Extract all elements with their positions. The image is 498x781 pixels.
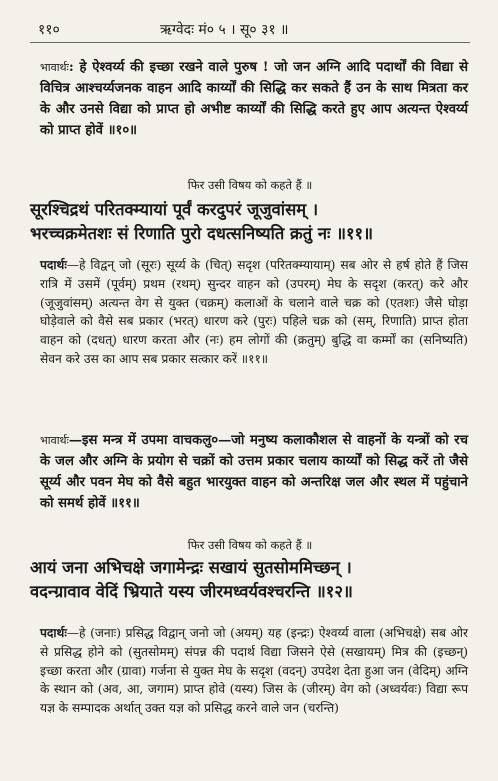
padarth-text: —हे विद्वन् जो (सूरः) सूर्य्य के (चित्) सदृश (परितक्म्यायाम्) सब ओर से हर्ष होते हैं जिस रात्रि में उसमें (पूर्वम्) प्रथम (रथम्) सुन्दर वाहन को (उपरम्) मेघ के सदृश (करत्) करे और (जूजुवांसम्) अत्यन्त वेग से युक्त (चक्रम्) कलाओं के चलाने वाले चक्र को (एतशः) जैसे घोड़ा घोड़ेवाले को वैसे सब प्रकार (भरत्) धारण करे (पुरः) पहिले चक्र को (सम्, रिणाति) प्राप्त होता वाहन को (दधत्) धारण करता और (नः) हम लोगों की (क्रतुम्) बुद्धि वा कर्म्मों का (सनिष्यति) सेवन करे उस का आप सब प्रकार सत्कार करें ॥११॥ xyxy=(40,258,468,366)
intro-text: फिर उसी विषय को कहते हैं ॥ xyxy=(187,538,313,552)
bhavarth-label: भावार्थः xyxy=(40,434,69,447)
mantra-12 xyxy=(30,556,475,604)
mantra-line: आयं जना अभिचक्षे जगामेन्द्रः सखायं सुतसोममिच्छन् । xyxy=(30,558,352,577)
padarth-label: पदार्थः xyxy=(40,258,67,272)
mantra-11 xyxy=(30,198,475,246)
mantra-line: सूरश्चिद्रथं परितक्म्यायां पूर्वं करदुपरं जूजुवांसम् । xyxy=(30,200,319,219)
padarth-12 xyxy=(40,624,468,718)
bhavarth-label: भावार्थः xyxy=(40,61,69,74)
padarth-11 xyxy=(40,256,468,369)
bhavarth-text: हे ऐश्वर्य्य की इच्छा रखने वाले पुरुष ! जो जन अग्नि आदि पदार्थों की विद्या से विचित्र आश्चर्य्यजनक वाहन आदि कार्य्यों की सिद्धि कर सकते हैं उन के साथ मित्रता कर के और उनसे विद्या को प्राप्त हो अभीष्ट कार्य्यों की सिद्धि करते हुए आप अत्यन्त ऐश्वर्य्य को प्राप्त होवें ॥१०॥ xyxy=(40,60,468,138)
padarth-label: पदार्थः xyxy=(40,626,67,640)
mantra-line: वदन्ग्रावाव वेदिं भ्रियाते यस्य जीरमध्वर्यवश्चरन्ति ॥१२॥ xyxy=(30,582,353,601)
bhavarth-text: —इस मन्त्र में उपमा वाचकलु०—जो मनुष्य कलाकौशल से वाहनों के यन्त्रों को रच के जल और अग्नि के प्रयोग से चक्रों को उत्तम प्रकार चलाय कार्य्यों को सिद्ध करें तो जैसे सूर्य्य और पवन मेघ को वैसे बहुत भारयुक्त वाहन को अन्तरिक्ष जल और स्थल में पहुंचाने को समर्थ होवें ॥११॥ xyxy=(40,433,468,511)
bhavarth-10: भावार्थः: हे ऐश्वर्य्य की इच्छा रखने वाले पुरुष ! जो जन अग्नि आदि पदार्थों की विद्या से विचित्र आश्चर्य्यजनक वाहन आदि कार्य्यों की सिद्धि कर सकते हैं उन के साथ मित्रता कर के और उनसे विद्या को प्राप्त हो अभीष्ट कार्य्यों की सिद्धि करते हुए आप अत्यन्त ऐश्वर्य्य को प्राप्त होवें ॥१०॥ xyxy=(40,60,468,138)
padarth-text: —हे (जनाः) प्रसिद्ध विद्वान् जनो जो (अयम्) यह (इन्द्रः) ऐश्वर्य्य वाला (अभिचक्षे) सब ओर से प्रसिद्ध होने को (सुतसोमम्) संपन्न की पदार्थ विद्या जिसने ऐसे (सखायम्) मित्र की (इच्छन्) इच्छा करता और (ग्रावा) गर्जना से युक्त मेघ के सदृश (वदन्) उपदेश देता हुआ जन (वेदिम्) अग्नि के स्थान को (अव, आ, जगाम) प्राप्त होवे (यस्य) जिस के (जीरम्) वेग को (अध्वर्यवः) विद्या रूप यज्ञ के सम्पादक अर्थात् उक्त यज्ञ को प्रसिद्ध करने वाले जन (चरन्ति) xyxy=(40,626,468,716)
bhavarth-11 xyxy=(40,430,468,514)
running-title: ऋग्वेदः मं० ५ । सू० ३१ ॥ xyxy=(160,22,289,38)
page-header xyxy=(30,20,470,43)
page-number: ११० xyxy=(38,22,60,38)
mantra-line: भरच्चक्रमेतशः सं रिणाति पुरो दधत्सनिष्यति क्रतुं नः ॥११॥ xyxy=(30,224,374,243)
intro-text: फिर उसी विषय को कहते हैं ॥ xyxy=(187,178,313,192)
